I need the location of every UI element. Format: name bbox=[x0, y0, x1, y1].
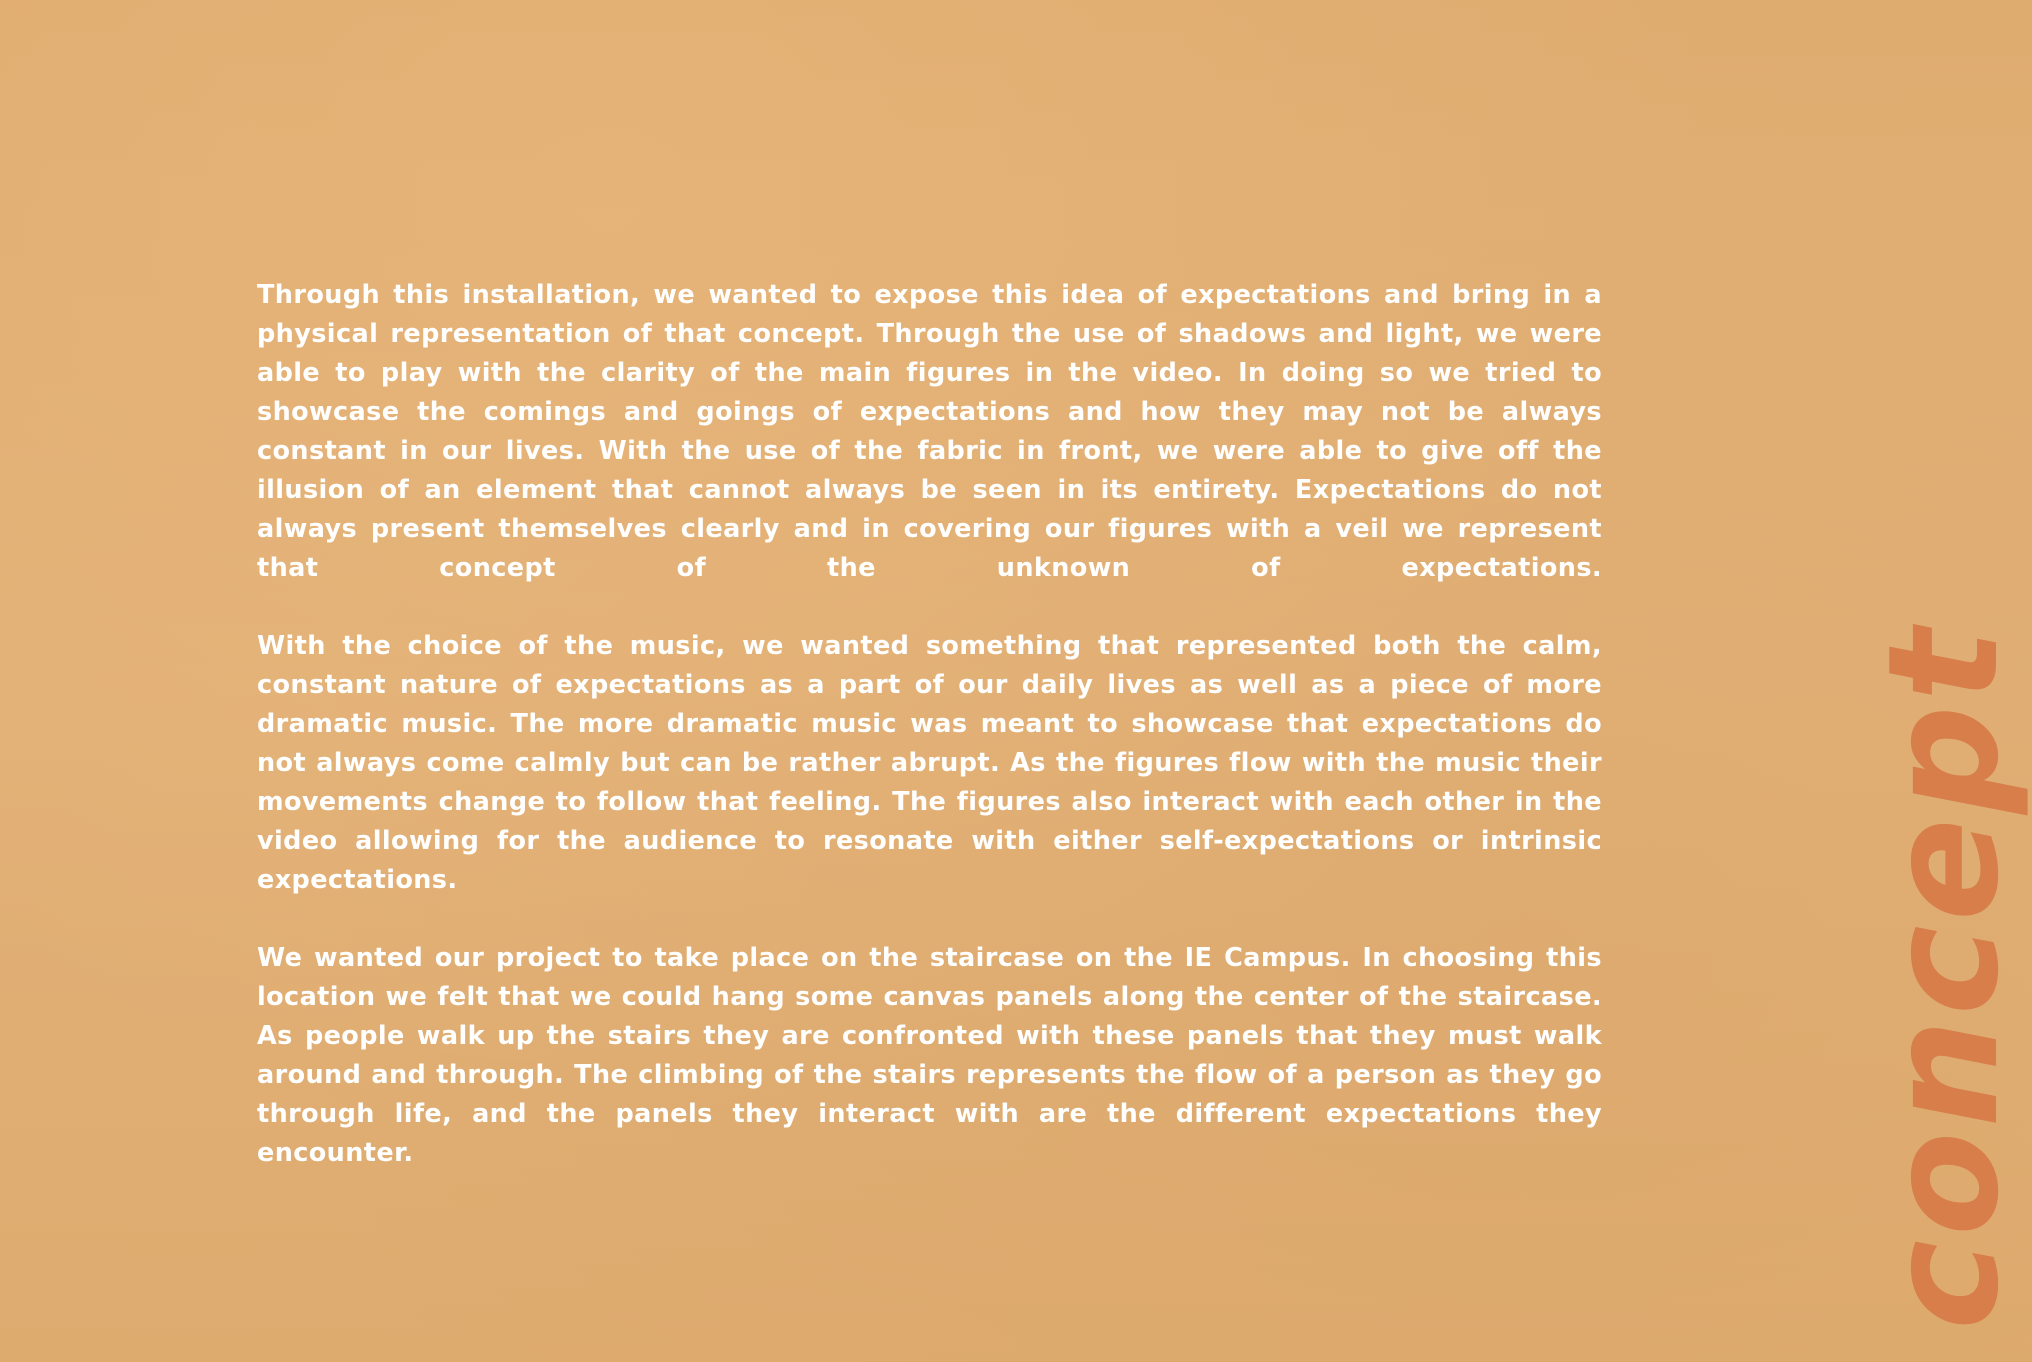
paragraph-installation: Through this installation, we wanted to expose this idea of expectations and bring in a physical representation of that concept. Through the use of shadows and light, we were able to play with the clarity of the main figures in the video. In doing so we tried to showcase the comings and goings of expectations and how they may not be always constant in our lives. With the use of the fabric in front, we were able to give off the illusion of an element that cannot always be seen in its entirety. Expectations do not always present themselves clearly and in covering our figures with a veil we represent that concept of the unknown of expectations. bbox=[257, 280, 1602, 583]
paragraph-music: With the choice of the music, we wanted something that represented both the calm, constant nature of expectations as a part of our daily lives as well as a piece of more dramatic music. The more dramatic music was meant to showcase that expectations do not always come calmly but can be rather abrupt. As the figures flow with the music their movements change to follow that feeling. The figures also interact with each other in the video allowing for the audience to resonate with either self-expectations or intrinsic expectations. bbox=[257, 631, 1602, 895]
body-text bbox=[257, 276, 1602, 1173]
side-title: concept bbox=[1855, 624, 2032, 1330]
paragraph-location: We wanted our project to take place on the staircase on the IE Campus. In choosing this location we felt that we could hang some canvas panels along the center of the staircase. As people walk up the stairs they are confronted with these panels that they must walk around and through. The climbing of the stairs represents the flow of a person as they go through life, and the panels they interact with are the different expectations they encounter. bbox=[257, 943, 1602, 1168]
